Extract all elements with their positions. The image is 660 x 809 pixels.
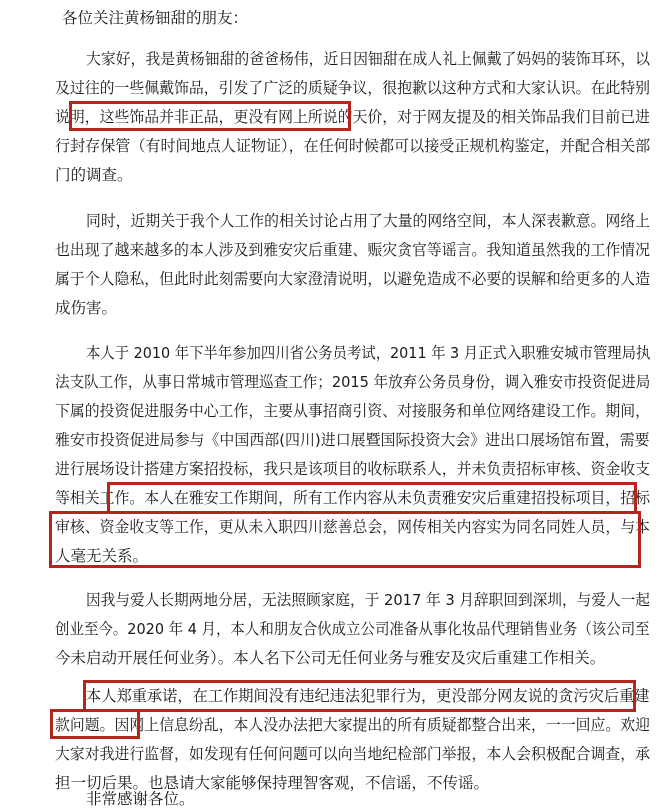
p5-line4: 担一切后果。也恳请大家能够保持理智客观，不信谣，不传谣。 <box>55 774 490 792</box>
p5-line3: 大家对我进行监督，如发现有任何问题可以向当地纪检部门举报，本人会积极配合调查，承 <box>55 745 651 763</box>
p5-line2: 款问题。因网上信息纷乱，本人没办法把大家提出的所有质疑都整合出来，一一回应。欢迎 <box>55 716 651 734</box>
p3-line4: 雅安市投资促进局参与《中国西部(四川)进口展暨国际投资大会》进出口展场馆布置，需要 <box>55 431 650 449</box>
p4-line1: 因我与爱人长期两地分居，无法照顾家庭，于 2017 年 3 月辞职回到深圳，与爱人一起 <box>86 591 651 609</box>
p3-line8: 人毫无关系。 <box>55 547 149 565</box>
p2-line3: 属于个人隐私，但此时此刻需要向大家澄清说明，以避免造成不必要的误解和给更多的人造 <box>55 270 651 288</box>
p5-line1: 本人郑重承诺，在工作期间没有违纪违法犯罪行为，更没部分网友说的贪污灾后重建 <box>86 687 650 705</box>
p2-line1: 同时，近期关于我个人工作的相关讨论占用了大量的网络空间，本人深表歉意。网络上 <box>86 212 651 230</box>
greeting: 各位关注黄杨钿甜的朋友： <box>62 9 249 27</box>
p1-line4: 行封存保管（有时间地点人证物证），在任何时候都可以接受正规机构鉴定，并配合相关部 <box>55 137 651 155</box>
p1-line3: 说明，这些饰品并非正品，更没有网上所说的天价，对于网友提及的相关饰品我们目前已进 <box>55 108 651 126</box>
p3-line7: 审核、资金收支等工作，更从未入职四川慈善总会，网传相关内容实为同名同姓人员，与本 <box>55 518 651 536</box>
p3-line2: 法支队工作，从事日常城市管理巡查工作；2015 年放弃公务员身份，调入雅安市投资促进局 <box>55 373 651 391</box>
highlight-box-promise-bottom <box>50 709 140 739</box>
p2-line4: 成伤害。 <box>55 299 118 317</box>
p2-line2: 也出现了越来越多的本人涉及到雅安灾后重建、赈灾贪官等谣言。我知道虽然我的工作情况 <box>55 241 651 259</box>
p3-line5: 进行展场设计搭建方案招投标，我只是该项目的收标联系人，并未负责招标审核、资金收支 <box>55 460 651 478</box>
p3-line3: 下属的投资促进服务中心工作，主要从事招商引资、对接服务和单位网络建设工作。期间， <box>55 402 651 420</box>
highlight-box-work-scope-top <box>107 482 637 514</box>
highlight-box-work-scope-bottom <box>49 511 641 568</box>
highlight-box-promise-top <box>83 680 636 712</box>
closing: 非常感谢各位。 <box>86 790 195 808</box>
highlight-box-fake-jewelry <box>69 101 351 131</box>
p4-line2: 创业至今。2020 年 4 月，本人和朋友合伙成立公司准备从事化妆品代理销售业务（该公司至 <box>55 620 650 638</box>
p1-line5: 门的调查。 <box>55 166 133 184</box>
p1-line1: 大家好，我是黄杨钿甜的爸爸杨伟，近日因钿甜在成人礼上佩戴了妈妈的装饰耳环，以 <box>86 50 651 68</box>
p3-line6: 等相关工作。本人在雅安工作期间，所有工作内容从未负责雅安灾后重建招投标项目，招标 <box>55 489 651 507</box>
p4-line3: 今未启动开展任何业务）。本人名下公司无任何业务与雅安及灾后重建工作相关。 <box>55 649 606 667</box>
p3-line1: 本人于 2010 年下半年参加四川省公务员考试，2011 年 3 月正式入职雅安城市管理局执 <box>86 344 651 362</box>
p1-line2: 及过往的一些佩戴饰品，引发了广泛的质疑争议，很抱歉以这种方式和大家认识。在此特别 <box>55 79 651 97</box>
